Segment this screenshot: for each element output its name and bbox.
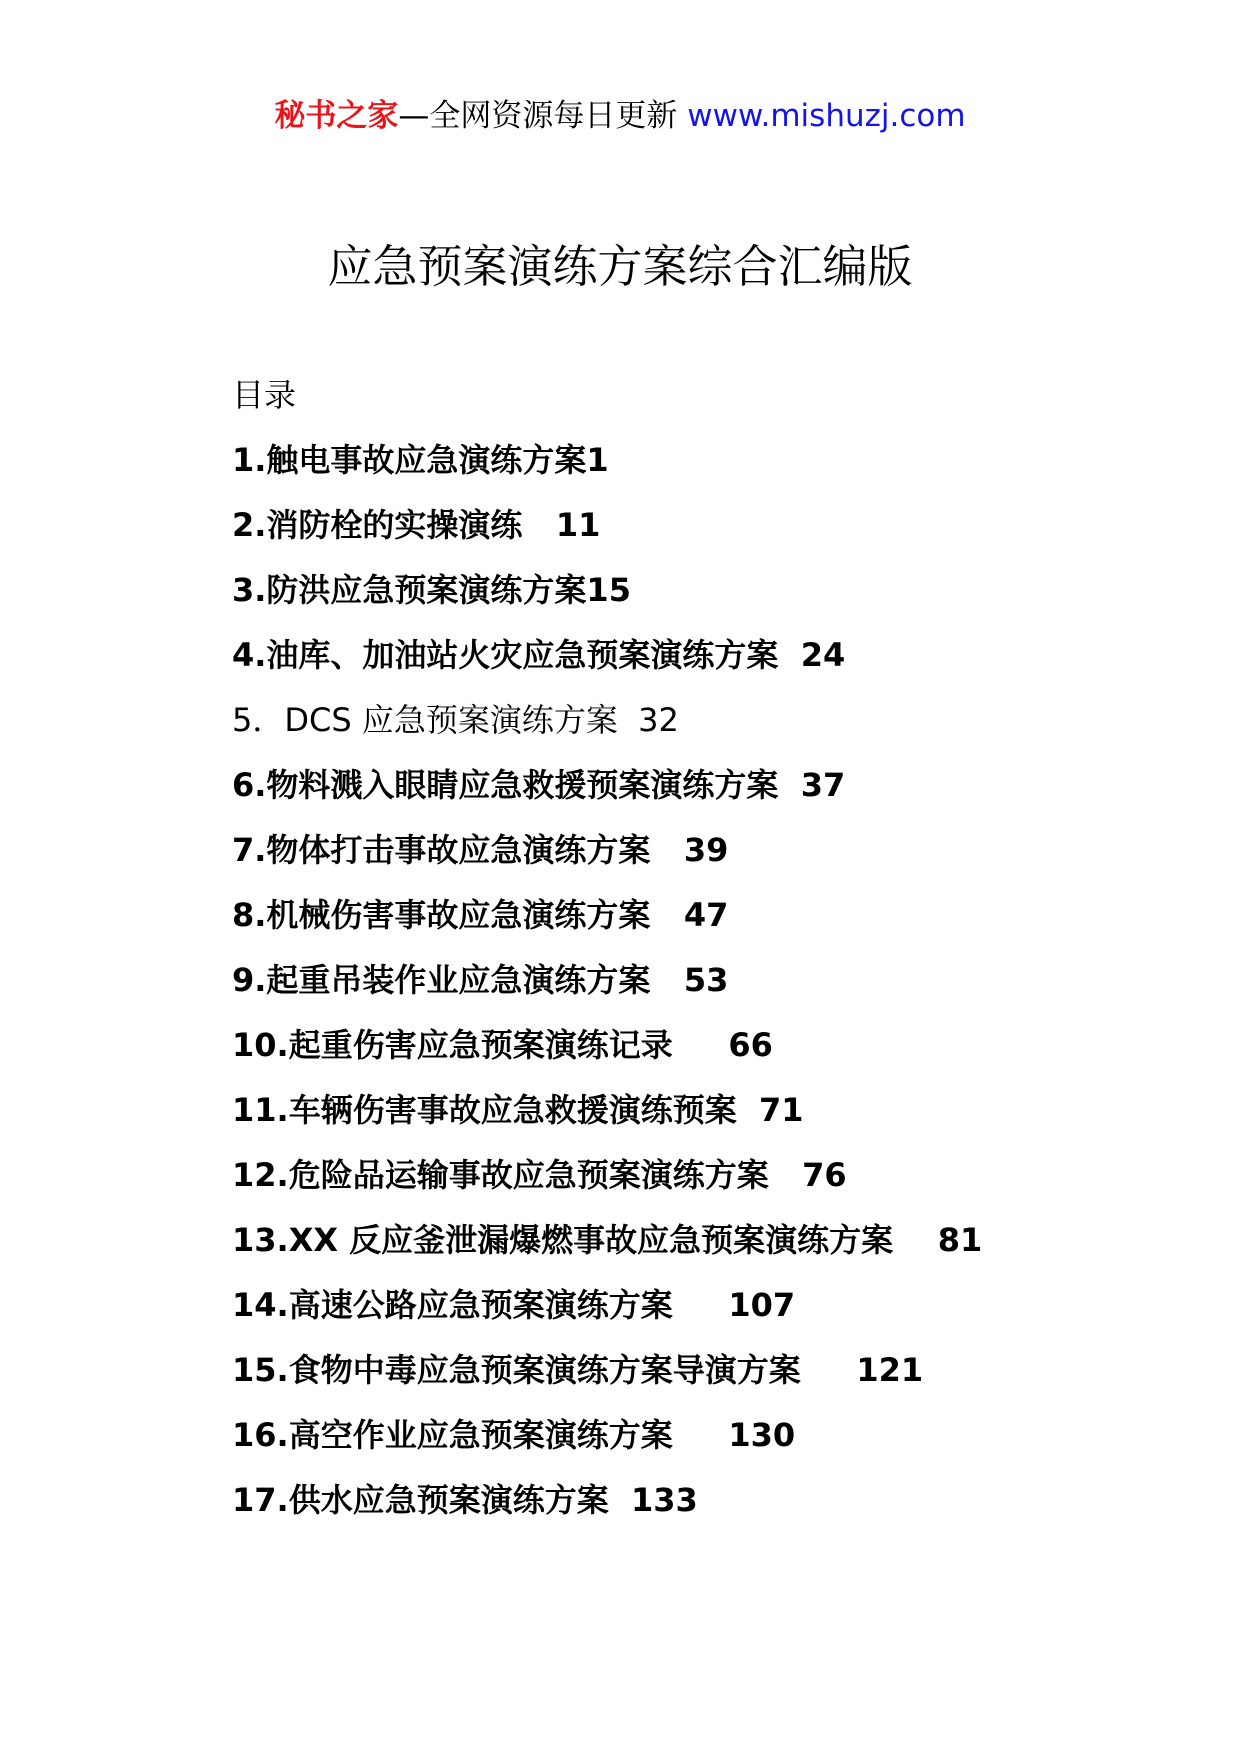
toc-entry-12: 12.危险品运输事故应急预案演练方案 76: [232, 1156, 847, 1194]
toc-entry-17: 17.供水应急预案演练方案 133: [232, 1481, 698, 1519]
toc-entry-1: 1.触电事故应急演练方案1: [232, 441, 609, 479]
toc-entry-4: 4.油库、加油站火灾应急预案演练方案 24: [232, 636, 846, 674]
site-brand: 秘书之家: [274, 98, 399, 134]
toc-entry-16: 16.高空作业应急预案演练方案 130: [232, 1416, 796, 1454]
toc-entry-15: 15.食物中毒应急预案演练方案导演方案 121: [232, 1351, 924, 1389]
toc-entry-7: 7.物体打击事故应急演练方案 39: [232, 831, 729, 869]
toc-entry-9: 9.起重吊装作业应急演练方案 53: [232, 961, 729, 999]
toc-entry-5: 5．DCS 应急预案演练方案 32: [232, 701, 679, 739]
toc-entry-3: 3.防洪应急预案演练方案15: [232, 571, 631, 609]
toc-entry-2: 2.消防栓的实操演练 11: [232, 506, 601, 544]
toc-entry-6: 6.物料溅入眼睛应急救援预案演练方案 37: [232, 766, 846, 804]
toc-entry-10: 10.起重伤害应急预案演练记录 66: [232, 1026, 773, 1064]
table-of-contents: [232, 430, 1212, 1535]
site-url-link[interactable]: www.mishuzj.com: [687, 98, 966, 134]
toc-entry-14: 14.高速公路应急预案演练方案 107: [232, 1286, 796, 1324]
site-slogan: —全网资源每日更新: [398, 98, 678, 134]
toc-entry-8: 8.机械伤害事故应急演练方案 47: [232, 896, 729, 934]
toc-heading: 目录: [232, 376, 297, 414]
toc-entry-11: 11.车辆伤害事故应急救援演练预案 71: [232, 1091, 804, 1129]
toc-entry-13: 13.XX 反应釜泄漏爆燃事故应急预案演练方案 81: [232, 1221, 983, 1259]
site-header: [0, 98, 1240, 135]
document-title: 应急预案演练方案综合汇编版: [327, 240, 913, 293]
